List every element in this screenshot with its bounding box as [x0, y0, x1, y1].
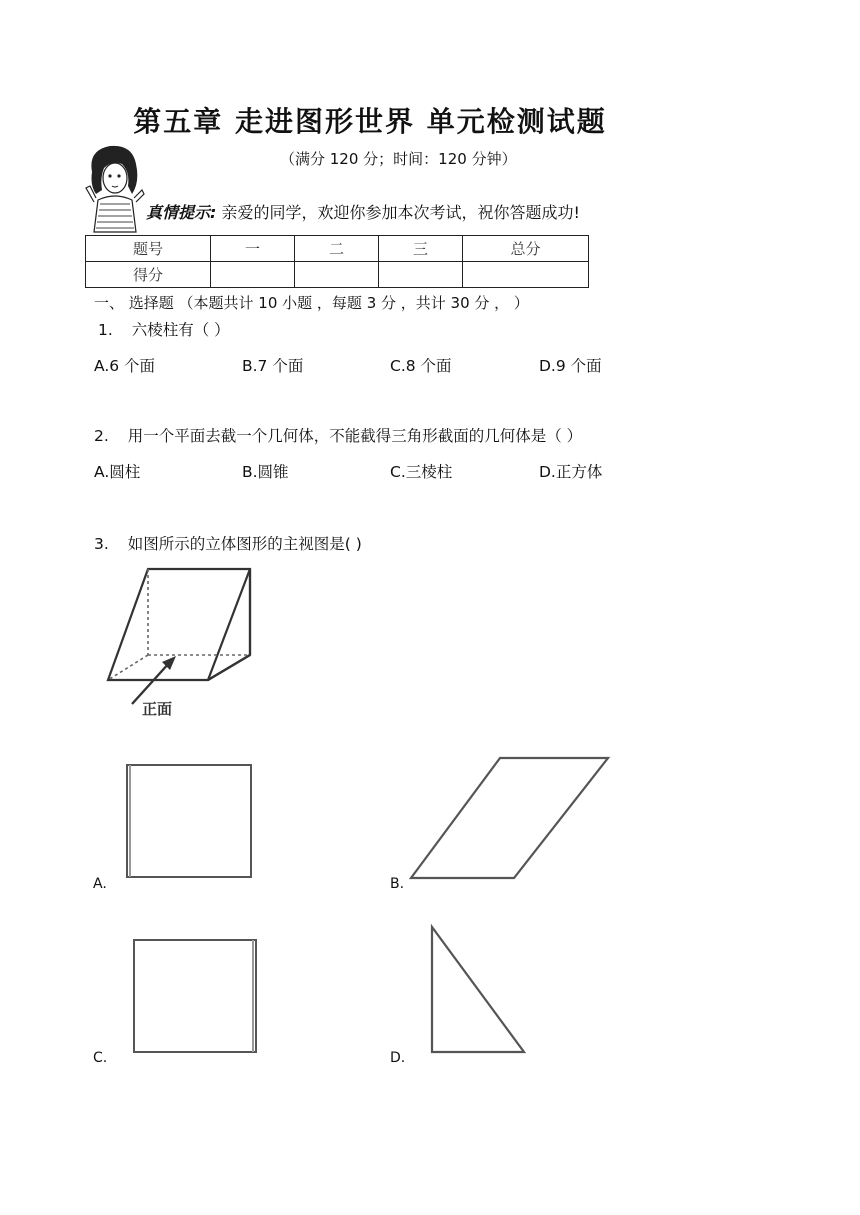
question-1-option-d[interactable]: D.9 个面 [539, 357, 602, 375]
question-text: 六棱柱有（ ） [131, 321, 230, 339]
score-header-cell: 一 [211, 236, 295, 262]
score-cell[interactable] [463, 262, 589, 288]
question-text: 用一个平面去截一个几何体，不能截得三角形截面的几何体是（ ） [127, 427, 583, 445]
question-2-option-b[interactable]: B.圆锥 [242, 463, 289, 481]
tip-label: 真情提示: [146, 203, 217, 222]
question-1-option-a[interactable]: A.6 个面 [94, 357, 156, 375]
question-2-option-d[interactable]: D.正方体 [539, 463, 603, 481]
option-b-parallelogram-figure [408, 754, 612, 882]
question-1-option-c[interactable]: C.8 个面 [390, 357, 452, 375]
front-view-label: 正面 [142, 700, 173, 718]
question-2-option-a[interactable]: A.圆柱 [94, 463, 141, 481]
score-cell[interactable] [211, 262, 295, 288]
question-number: 3. [94, 535, 109, 553]
question-number: 2. [94, 427, 109, 445]
option-a-square-figure [124, 762, 254, 882]
score-table-header-row [86, 236, 589, 262]
triangular-prism-figure [100, 560, 260, 730]
option-d-triangle-figure [428, 924, 528, 1056]
question-3-option-c[interactable]: C. [93, 1050, 108, 1066]
encouragement-tip [146, 200, 580, 223]
page-subtitle: （满分 120 分；时间：120 分钟） [280, 150, 517, 168]
score-row-label: 得分 [86, 262, 211, 288]
question-3-option-a[interactable]: A. [93, 876, 107, 892]
question-3-option-d[interactable]: D. [390, 1050, 406, 1066]
score-header-cell: 题号 [86, 236, 211, 262]
question-2 [94, 424, 582, 446]
question-1 [98, 318, 230, 340]
score-header-cell: 三 [379, 236, 463, 262]
question-3 [94, 532, 362, 554]
score-header-cell: 总分 [463, 236, 589, 262]
question-1-option-b[interactable]: B.7 个面 [242, 357, 304, 375]
option-c-square-figure [131, 936, 261, 1056]
question-number: 1. [98, 321, 113, 339]
score-table [85, 235, 589, 288]
question-3-option-b[interactable]: B. [390, 876, 405, 892]
score-header-cell: 二 [295, 236, 379, 262]
score-cell[interactable] [379, 262, 463, 288]
question-2-option-c[interactable]: C.三棱柱 [390, 463, 453, 481]
student-cartoon-icon [84, 142, 146, 234]
section-heading: 一、 选择题 （本题共计 10 小题 ，每题 3 分 ，共计 30 分 ， ） [94, 294, 529, 312]
page-title: 第五章 走进图形世界 单元检测试题 [133, 105, 607, 138]
tip-text: 亲爱的同学，欢迎你参加本次考试，祝你答题成功! [221, 203, 580, 222]
score-cell[interactable] [295, 262, 379, 288]
score-table-row [86, 262, 589, 288]
question-text: 如图所示的立体图形的主视图是( ) [127, 535, 362, 553]
